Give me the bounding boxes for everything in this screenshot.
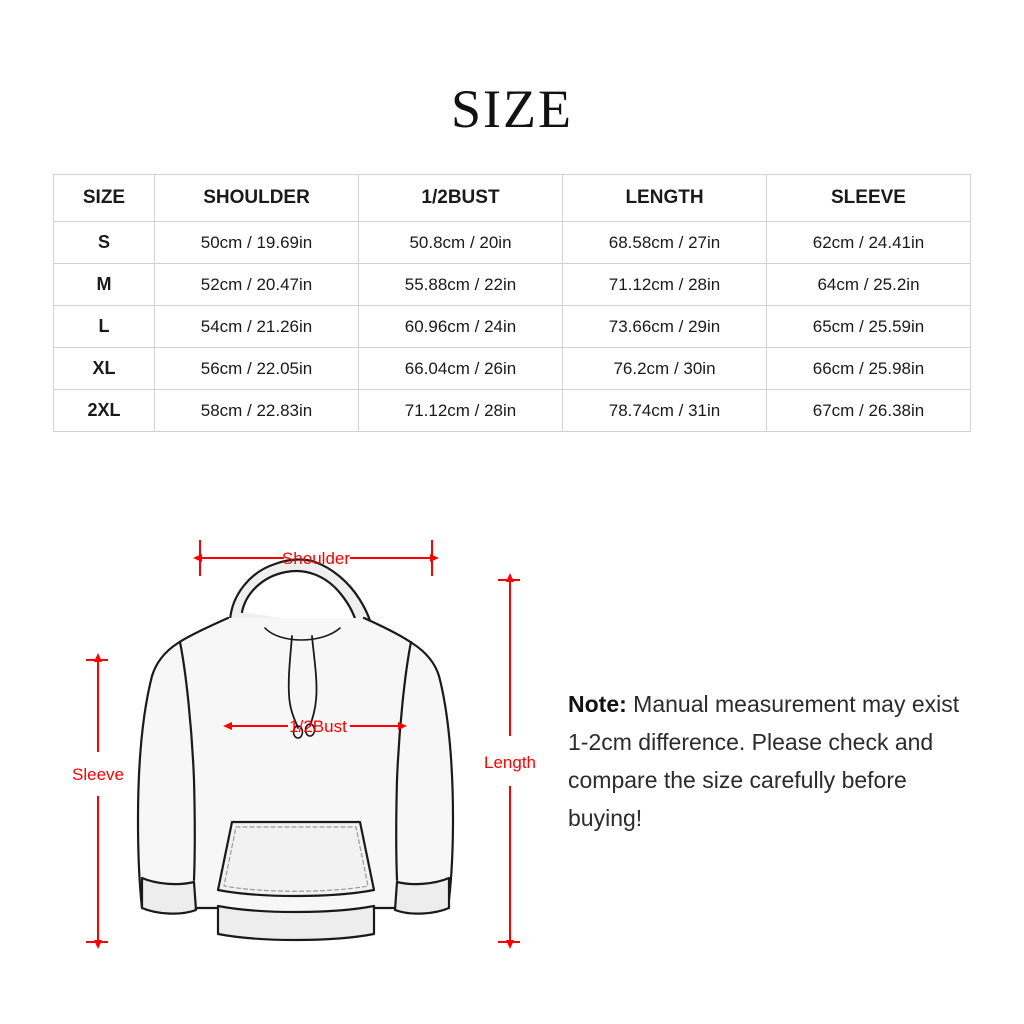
cell-half-bust: 60.96cm / 24in	[359, 306, 563, 348]
cell-shoulder: 50cm / 19.69in	[155, 222, 359, 264]
table-row	[54, 264, 971, 306]
table-row	[54, 390, 971, 432]
hoodie-illustration	[138, 560, 453, 940]
cell-size: L	[54, 306, 155, 348]
cell-size: S	[54, 222, 155, 264]
cell-length: 78.74cm / 31in	[563, 390, 767, 432]
table-row	[54, 348, 971, 390]
column-header-size: SIZE	[54, 175, 155, 222]
label-shoulder: Shoulder	[281, 549, 351, 568]
cell-half-bust: 71.12cm / 28in	[359, 390, 563, 432]
cell-shoulder: 58cm / 22.83in	[155, 390, 359, 432]
note-text	[568, 685, 968, 837]
cell-sleeve: 66cm / 25.98in	[767, 348, 971, 390]
cell-size: 2XL	[54, 390, 155, 432]
cell-sleeve: 62cm / 24.41in	[767, 222, 971, 264]
cell-shoulder: 56cm / 22.05in	[155, 348, 359, 390]
cell-half-bust: 55.88cm / 22in	[359, 264, 563, 306]
table-row	[54, 306, 971, 348]
label-length: Length	[484, 753, 536, 772]
measure-sleeve	[86, 660, 108, 942]
column-header-sleeve: SLEEVE	[767, 175, 971, 222]
note-label: Note:	[568, 691, 627, 717]
cell-sleeve: 64cm / 25.2in	[767, 264, 971, 306]
label-sleeve: Sleeve	[72, 765, 124, 784]
cell-shoulder: 52cm / 20.47in	[155, 264, 359, 306]
column-header-half-bust: 1/2BUST	[359, 175, 563, 222]
column-header-length: LENGTH	[563, 175, 767, 222]
note-body: Manual measurement may exist 1-2cm difference. Please check and compare the size carefully before buying!	[568, 691, 960, 831]
cell-half-bust: 50.8cm / 20in	[359, 222, 563, 264]
cell-length: 68.58cm / 27in	[563, 222, 767, 264]
column-header-shoulder: SHOULDER	[155, 175, 359, 222]
size-chart-table	[53, 174, 971, 432]
table-header-row	[54, 175, 971, 222]
cell-size: XL	[54, 348, 155, 390]
cell-shoulder: 54cm / 21.26in	[155, 306, 359, 348]
table-row	[54, 222, 971, 264]
cell-size: M	[54, 264, 155, 306]
cell-sleeve: 67cm / 26.38in	[767, 390, 971, 432]
cell-length: 71.12cm / 28in	[563, 264, 767, 306]
cell-length: 73.66cm / 29in	[563, 306, 767, 348]
cell-sleeve: 65cm / 25.59in	[767, 306, 971, 348]
page-title: SIZE	[451, 79, 573, 139]
cell-half-bust: 66.04cm / 26in	[359, 348, 563, 390]
measurement-diagram	[60, 500, 560, 980]
label-half-bust: 1/2Bust	[289, 717, 347, 736]
cell-length: 76.2cm / 30in	[563, 348, 767, 390]
